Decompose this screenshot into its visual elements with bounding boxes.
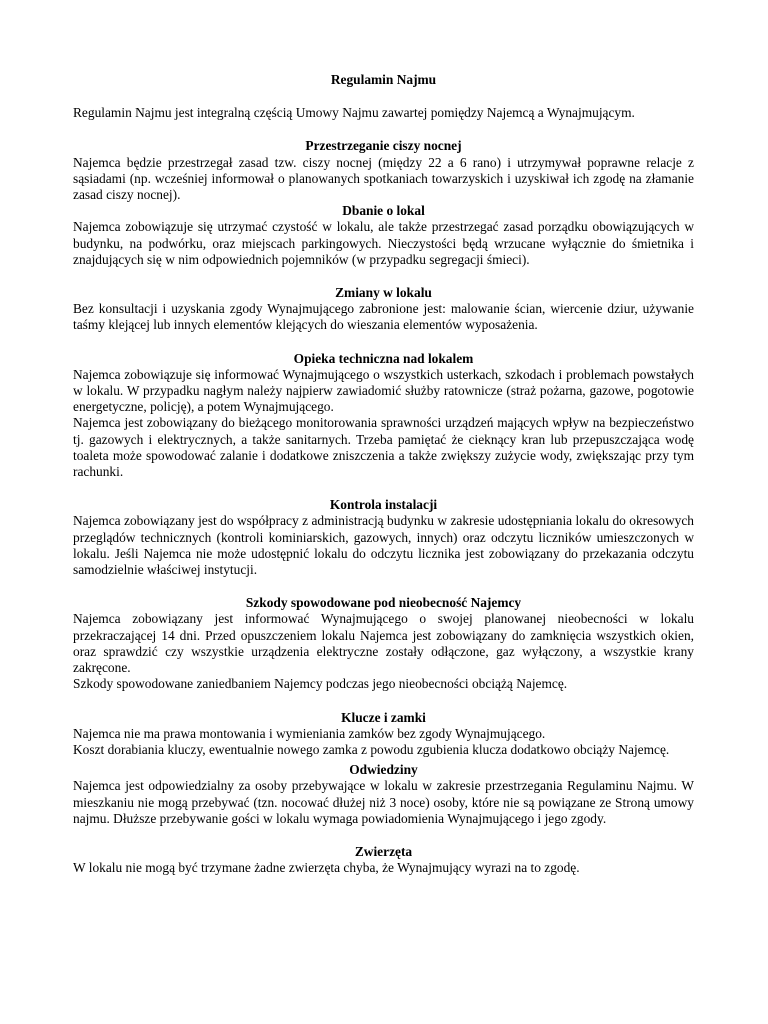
section-heading: Zwierzęta [354,843,413,859]
section-installation-control [73,497,694,578]
section-keys-locks [73,710,694,759]
section-technical-care [73,351,694,481]
section-changes [73,285,694,334]
section-paragraph: Szkody spowodowane zaniedbaniem Najemcy podczas jego nieobecności obciążą Najemcę. [73,676,568,692]
section-heading: Zmiany w lokalu [335,285,432,301]
section-paragraph: Najemca będzie przestrzegał zasad tzw. ciszy nocnej (między 22 a 6 rano) i utrzymywał poprawne relacje z sąsiadami (np. wcześniej informował o planowanych spotkaniach towarzyskich i uzyskiwał ich zgodę na złamanie zasad ciszy nocnej). [73,154,694,203]
section-paragraph: Najemca zobowiązuje się utrzymać czystość w lokalu, ale także przestrzegać zasad porządku obowiązujących w budynku, na podwórku, oraz miejscach parkingowych. Nieczystości będą wrzucane wyłącznie do śmietnika i znajdujących się w nim odpowiednich pojemników (w przypadku segregacji śmieci). [73,219,694,267]
section-heading: Kontrola instalacji [329,497,438,513]
section-visits [73,762,694,827]
section-care [73,203,694,268]
section-animals [73,844,694,876]
section-heading: Odwiedziny [349,762,418,778]
section-paragraph: Bez konsultacji i uzyskania zgody Wynajmującego zabronione jest: malowanie ścian, wiercenie dziur, używanie taśmy klejącej lub innych elementów klejących do wieszania elementów wyposażenia. [73,301,694,333]
section-paragraph: Najemca jest zobowiązany do bieżącego monitorowania sprawności urządzeń mających wpływ na bezpieczeństwo tj. gazowych i elektrycznych, a także sanitarnych. Trzeba pamiętać że cieknący kran lub przepuszczająca wodę toaleta może spowodować zalanie i dodatkowe zniszczenia a także zwiększy zużycie wody, zwiększając przy tym rachunki. [73,415,694,480]
section-heading: Klucze i zamki [341,709,426,725]
intro-paragraph: Regulamin Najmu jest integralną częścią Umowy Najmu zawartej pomiędzy Najemcą a Wynajmującym. [73,105,635,121]
section-paragraph: W lokalu nie mogą być trzymane żadne zwierzęta chyba, że Wynajmujący wyrazi na to zgodę. [73,860,580,876]
section-paragraph: Najemca zobowiązany jest do współpracy z administracją budynku w zakresie udostępniania lokalu do okresowych przeglądów technicznych (kontroli kominiarskich, gazowych, innych) oraz odczytu liczników umieszczonych w lokalu. Jeśli Najemca nie może udostępnić lokalu do odczytu licznika jest zobowiązany do przekazania odczytu samodzielnie właściwej instytucji. [73,513,694,578]
section-heading: Przestrzeganie ciszy nocnej [305,138,462,154]
section-paragraph: Najemca zobowiązuje się informować Wynajmującego o wszystkich usterkach, szkodach i problemach powstałych w lokalu. W przypadku nagłym należy najpierw zawiadomić służby ratownicze (straż pożarna, gazowe, pogotowie energetyczne, policję), a potem Wynajmującego. [73,366,694,415]
section-quiet-hours [73,138,694,203]
section-paragraph: Najemca zobowiązany jest informować Wynajmującego o swojej planowanej nieobecności w lokalu przekraczającej 14 dni. Przed opuszczeniem lokalu Najemca jest zobowiązany do zamknięcia wszystkich okien, oraz sprawdzić czy wszystkie urządzenia elektryczne zostały odłączone, gaz wyłączony, a wszystkie krany zakręcone. [73,611,694,676]
section-heading: Dbanie o lokal [342,203,425,219]
section-heading: Szkody spowodowane pod nieobecność Najemcy [245,595,522,611]
section-absence-damages [73,595,694,692]
document-title: Regulamin Najmu [330,72,437,87]
section-paragraph: Najemca nie ma prawa montowania i wymieniania zamków bez zgody Wynajmującego. [73,725,546,741]
section-heading: Opieka techniczna nad lokalem [293,350,474,366]
section-paragraph: Najemca jest odpowiedzialny za osoby przebywające w lokalu w zakresie przestrzegania Regulaminu Najmu. W mieszkaniu nie mogą przebywać (tzn. nocować dłużej niż 3 noce) osoby, które nie są powiązane ze Stroną umowy najmu. Dłuższe przebywanie gości w lokalu wymaga powiadomienia Wynajmującego i jego zgody. [73,778,694,826]
section-paragraph: Koszt dorabiania kluczy, ewentualnie nowego zamka z powodu zgubienia klucza dodatkowo obciąży Najemcę. [73,741,670,757]
document-page [73,72,694,876]
